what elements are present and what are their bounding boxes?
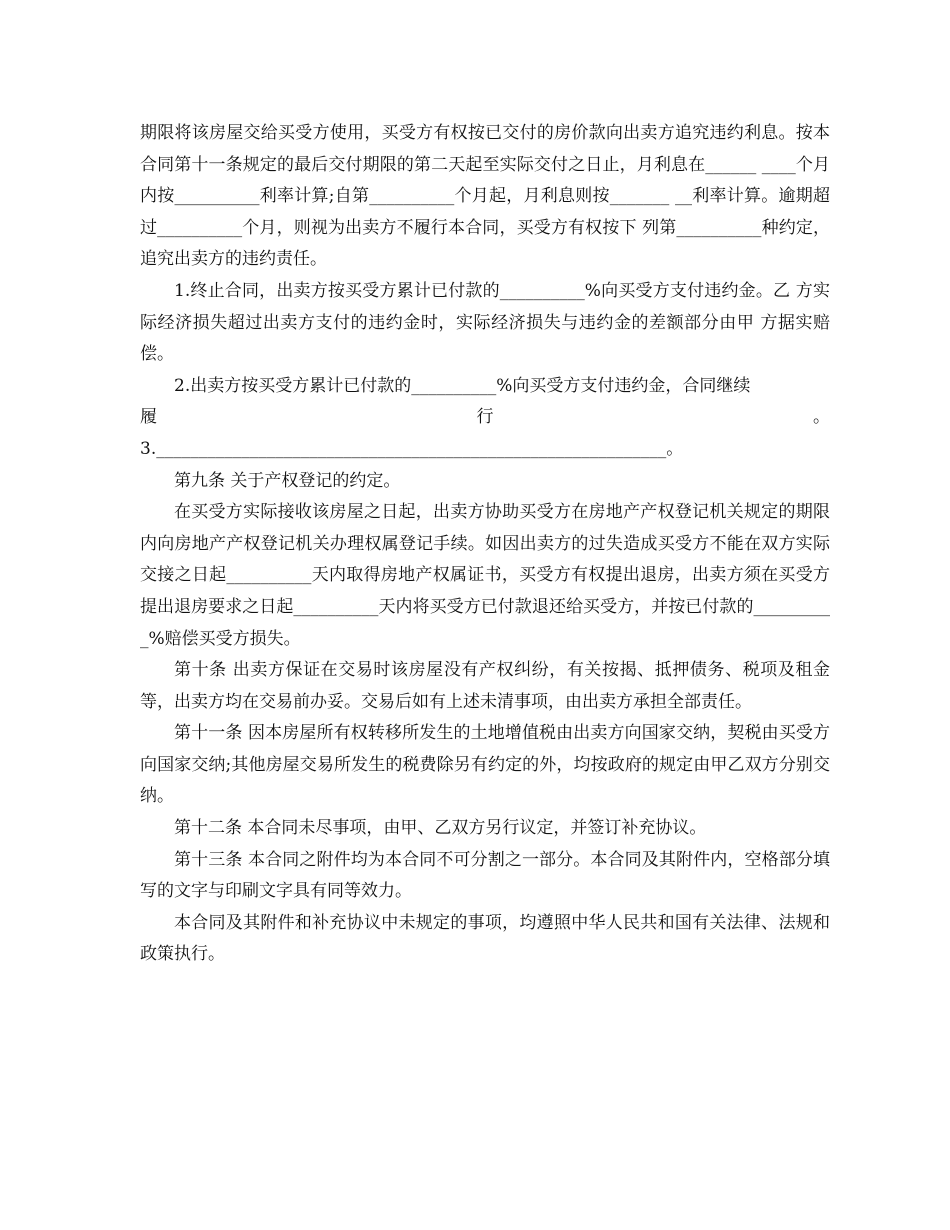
paragraph-option-3: 3.____________________________________________________________。 <box>140 438 684 459</box>
paragraph-option-1: 1.终止合同，出卖方按买受方累计已付款的__________%向买受方支付违约金。乙 方实际经济损失超过出卖方支付的违约金时，实际经济损失与违约金的差额部分由甲 方据实赔偿。 <box>140 280 830 365</box>
paragraph-penalty-interest: 期限将该房屋交给买受方使用，买受方有权按已交付的房价款向出卖方追究违约利息。按本 合同第十一条规定的最后交付期限的第二天起至实际交付之日止，月利息在______ ____个月内按__________利率计算;自第__________个月起，月利息则按_______ __利率计算。逾期超过__________个月，则视为出卖方不履行本合同，买受方有权按下 列第__________种约定，追究出卖方的违约责任。 <box>140 123 830 270</box>
article-12: 第十二条 本合同未尽事项，由甲、乙双方另行议定，并签订补充协议。 <box>174 818 707 839</box>
article-10: 第十条 出卖方保证在交易时该房屋没有产权纠纷，有关按揭、抵押债务、税项及租金等，出卖方均在交易前办妥。交易后如有上述未清事项，由出卖方承担全部责任。 <box>140 660 830 712</box>
article-9-heading: 第九条 关于产权登记的约定。 <box>174 470 401 491</box>
paragraph-option-2-continued <box>140 402 830 434</box>
paragraph-option-2: 2.出卖方按买受方累计已付款的__________%向买受方支付违约金，合同继续 <box>174 375 751 396</box>
spread-char-3: 。 <box>813 407 830 428</box>
article-13: 第十三条 本合同之附件均为本合同不可分割之一部分。本合同及其附件内，空格部分填写的文字与印刷文字具有同等效力。 <box>140 849 830 902</box>
spread-char-1: 履 <box>140 407 157 428</box>
spread-char-2: 行 <box>476 407 494 428</box>
contract-text <box>140 118 830 971</box>
article-11: 第十一条 因本房屋所有权转移所发生的土地增值税由出卖方向国家交纳，契税由买受方向国家交纳;其他房屋交易所发生的税费除另有约定的外，均按政府的规定由甲乙双方分别交纳。 <box>140 723 830 807</box>
article-9-body: 在买受方实际接收该房屋之日起，出卖方协助买受方在房地产产权登记机关规定的期限内向房地产产权登记机关办理权属登记手续。如因出卖方的过失造成买受方不能在双方实际交接之日起__________天内取得房地产权属证书，买受方有权提出退房，出卖方须在买受方提出退房要求之日起__________天内将买受方已付款退还给买受方，并按已付款的__________%赔偿买受方损失。 <box>140 502 830 649</box>
paragraph-governing-law: 本合同及其附件和补充协议中未规定的事项，均遵照中华人民共和国有关法律、法规和政策执行。 <box>140 912 830 965</box>
